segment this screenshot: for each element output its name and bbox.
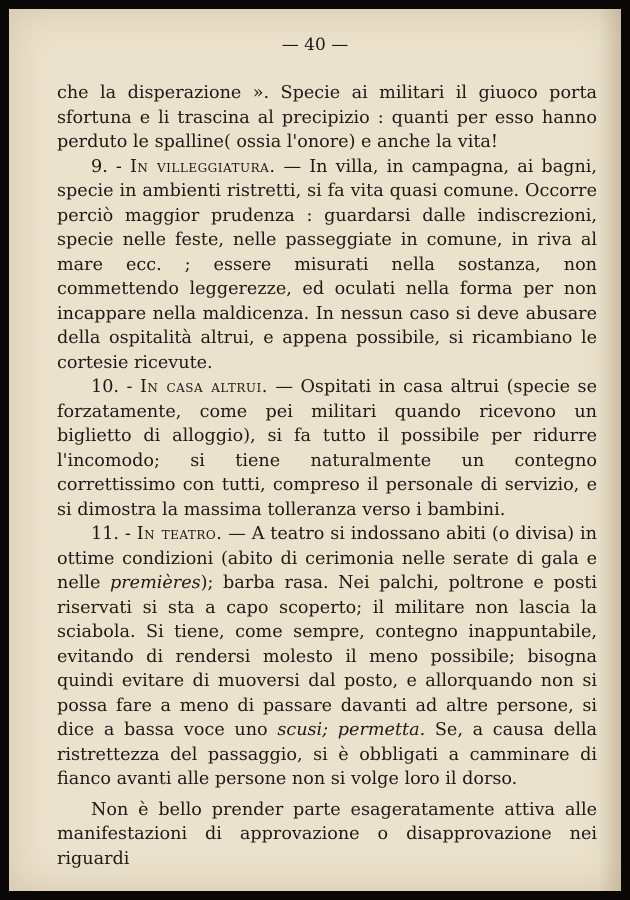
page-sheet bbox=[9, 9, 621, 891]
section-text: ); barba rasa. Nei palchi, poltrone e posti riservati si sta a capo scoperto; il militare non lascia la sciabola. Si tiene, come sempre, contegno inappuntabile, evitando di rendersi molesto il meno possibile; bisogna quindi evitare di muoversi dal posto, e allorquando non si possa fare a meno di passare davanti ad altre persone, si dice a bassa voce uno bbox=[57, 573, 597, 740]
page-body bbox=[57, 81, 597, 871]
section-number: 10. - bbox=[91, 377, 140, 397]
italic-phrase: scusi; permetta. bbox=[277, 720, 426, 740]
section-heading: In casa altrui. bbox=[139, 377, 268, 397]
page-fold-shadow bbox=[599, 9, 621, 891]
section-number: 9. - bbox=[91, 156, 130, 177]
section-text: — A teatro si indossano abiti (o divisa) in ottime condizioni (abito di cerimonia nelle serate di gala e nelle bbox=[57, 524, 597, 593]
paragraph-continuation: che la disperazione ». Specie ai militari il giuoco porta sfortuna e li trascina al precipizio : quanti per esso hanno perduto le spalline( ossia l'onore) e anche la vita! bbox=[57, 83, 597, 152]
section-number: 11. - bbox=[91, 524, 137, 544]
section-text: — Ospitati in casa altrui (specie se forzatamente, come pei militari quando ricevono un biglietto di alloggio), si fa tutto il possibile per ridurre l'incomodo; si tiene naturalmente un contegno correttissimo con tutti, compreso il personale di servizio, e si dimostra la massima tolleranza verso i bambini. bbox=[57, 377, 597, 520]
paragraph-teatro bbox=[57, 522, 597, 792]
section-text: — In villa, in campagna, ai bagni, specie in ambienti ristretti, si fa vita quasi comune. Occorre perciò maggior prudenza : guardarsi dalle indiscrezioni, specie nelle feste, nelle passeggiate in comune, in riva al mare ecc. ; essere misurati nella sostanza, non commettendo leggerezze, ed oculati nella forma per non incappare nella maldicenza. In nessun caso si deve abusare della ospitalità altrui, e appena possibile, si ricambiano le cortesie ricevute. bbox=[57, 156, 597, 373]
paragraph-casa-altrui bbox=[57, 375, 597, 522]
paragraph-final: Non è bello prender parte esageratamente attiva alle manifestazioni di approvazione o disapprovazione nei riguardi bbox=[57, 799, 597, 869]
section-text: Se, a causa della ristrettezza del passaggio, si è obbligati a camminare di fianco avanti alle persone non si volge loro il dorso. bbox=[57, 720, 597, 789]
paragraph-villeggiatura bbox=[57, 155, 597, 376]
section-heading: In villeggiatura. bbox=[129, 156, 276, 177]
page-number: — 40 — bbox=[281, 35, 349, 55]
section-heading: In teatro. bbox=[136, 524, 223, 544]
italic-term: premières bbox=[110, 573, 201, 593]
